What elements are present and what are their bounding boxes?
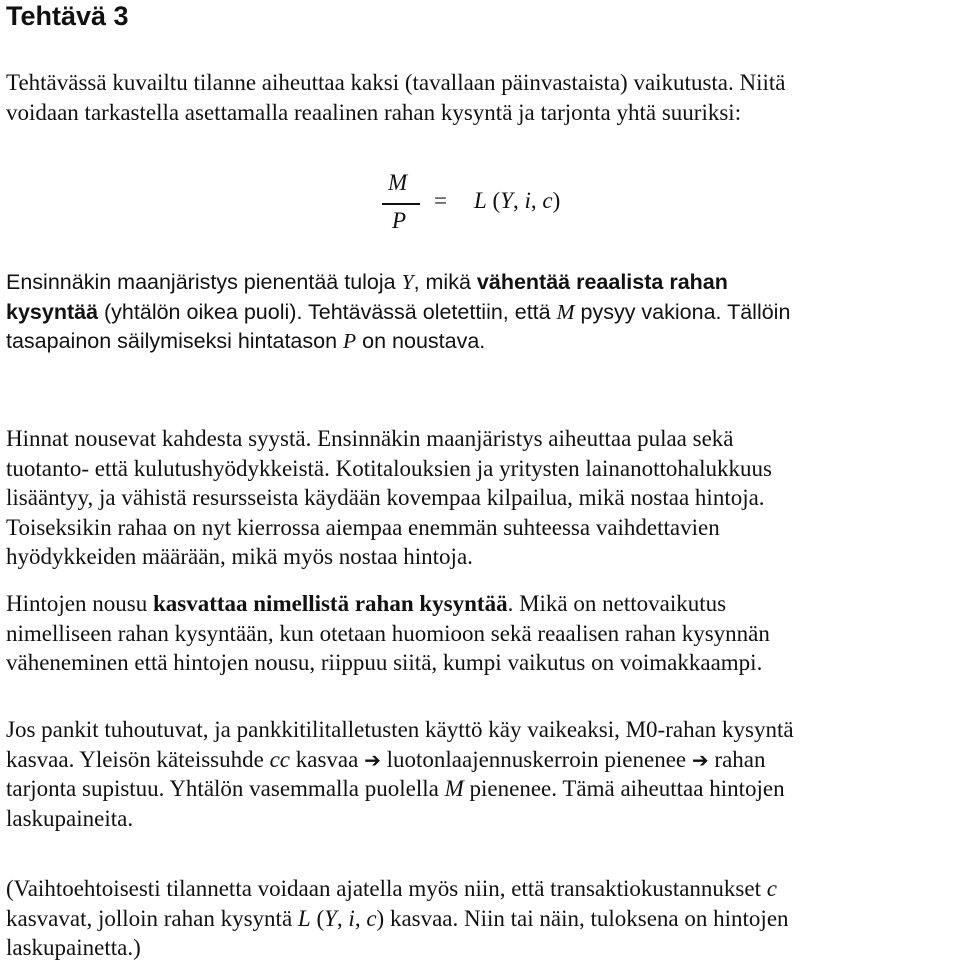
symbol-Y: Y xyxy=(324,905,337,931)
symbol-Y: Y xyxy=(401,270,414,294)
text: (Vaihtoehtoisesti tilannetta voidaan ajatella myös niin, että transaktiokustannukset xyxy=(6,876,767,901)
text-line: tuotanto- että kulutushyödykkeistä. Kotitalouksien ja yritysten lainanottohalukkuus xyxy=(6,455,772,481)
text-line: lisääntyy, ja vähistä resursseista käydään kovempaa kilpailua, mikä nostaa hintoja. xyxy=(6,485,765,510)
page-title: Tehtävä 3 xyxy=(6,1,129,31)
text-line xyxy=(6,745,958,775)
comma: , xyxy=(354,905,367,931)
symbol-cc: cc xyxy=(269,746,291,772)
symbol-Y: Y xyxy=(500,188,514,213)
text-line: väheneminen että hintojen nousu, riippuu siitä, kumpi vaikutus on voimakkaampi. xyxy=(6,650,763,675)
text: Ensinnäkin maanjäristys pienentää tuloja xyxy=(6,270,402,294)
text-line: voidaan tarkastella asettamalla reaalinen rahan kysyntä ja tarjonta yhtä suuriksi: xyxy=(6,99,742,125)
equation xyxy=(380,170,640,240)
arrow-right-icon: ➔ xyxy=(364,747,381,772)
bold-text: kasvattaa nimellistä rahan kysyntää xyxy=(152,591,508,616)
text: (yhtälön oikea puoli). Tehtävässä oletettiin, että xyxy=(98,299,557,324)
equation-rhs xyxy=(474,188,560,214)
bold-text: vähentää reaalista rahan xyxy=(476,270,728,294)
text: . Mikä on nettovaikutus xyxy=(507,591,727,616)
equation-numerator: M xyxy=(388,170,408,195)
paragraph-alternative xyxy=(6,874,958,963)
symbol-c: c xyxy=(542,188,553,213)
paragraph-banks xyxy=(6,715,958,833)
text: luotonlaajennuskerroin pienenee xyxy=(380,746,692,772)
text-line xyxy=(6,298,958,328)
text: Hintojen nousu xyxy=(6,591,153,616)
symbol-c: c xyxy=(366,905,377,931)
symbol-L: L xyxy=(297,905,311,931)
text-line: hyödykkeiden määrään, mikä myös nostaa hintoja. xyxy=(6,544,473,569)
text-line: Hinnat nousevat kahdesta syystä. Ensinnäkin maanjäristys aiheuttaa pulaa sekä xyxy=(6,426,734,451)
symbol-P: P xyxy=(343,329,357,353)
equals-sign: = xyxy=(434,188,447,213)
paragraph-prices xyxy=(6,424,958,572)
bold-text: kysyntää xyxy=(6,299,99,324)
symbol-c: c xyxy=(766,876,777,901)
text: kasvavat, jolloin rahan kysyntä xyxy=(6,905,298,931)
text: kasvaa. Yleisön käteissuhde xyxy=(6,746,270,772)
comma: , xyxy=(336,905,349,931)
arrow-right-icon: ➔ xyxy=(691,747,709,772)
text: on noustava. xyxy=(356,329,486,353)
text-line: nimelliseen rahan kysyntään, kun otetaan huomioon sekä reaalisen rahan kysynnän xyxy=(6,620,770,646)
text: tasapainon säilymiseksi hintatason xyxy=(6,329,344,353)
symbol-i: i xyxy=(524,188,531,213)
comma: , xyxy=(530,188,543,213)
text-line: Tehtävässä kuvailtu tilanne aiheuttaa kaksi (tavallaan päinvastaista) vaikutusta. Niitä xyxy=(6,70,786,95)
text-line xyxy=(6,874,958,904)
text-line xyxy=(6,268,958,298)
intro-paragraph xyxy=(6,68,958,127)
text: ( xyxy=(310,905,325,931)
fraction-bar xyxy=(382,203,420,205)
text: rahan xyxy=(708,746,766,772)
symbol-M: M xyxy=(444,776,464,801)
text: , mikä xyxy=(413,270,477,294)
symbol-i: i xyxy=(348,905,355,931)
text-line: laskupaineita. xyxy=(6,805,134,831)
symbol-L: L xyxy=(474,188,487,213)
text-line xyxy=(6,774,958,804)
paragraph-earthquake xyxy=(6,268,958,357)
text-line xyxy=(6,904,958,934)
text: tarjonta supistuu. Yhtälön vasemmalla puolella xyxy=(6,776,445,801)
text-line xyxy=(6,327,958,357)
symbol-M: M xyxy=(556,299,575,324)
text-line xyxy=(6,589,958,619)
text: ) kasvaa. Niin tai näin, tuloksena on hintojen xyxy=(376,905,789,931)
text-line: Jos pankit tuhoutuvat, ja pankkitilitalletusten käyttö käy vaikeaksi, M0-rahan kysyntä xyxy=(6,717,794,742)
paren: ) xyxy=(552,188,561,213)
comma: , xyxy=(513,188,525,213)
equation-denominator: P xyxy=(392,208,407,233)
paragraph-nominal-demand xyxy=(6,589,958,678)
paren: ( xyxy=(486,188,501,213)
text-line: laskupainetta.) xyxy=(6,935,141,960)
text: pienenee. Tämä aiheuttaa hintojen xyxy=(463,776,785,801)
text: pysyy vakiona. Tällöin xyxy=(574,299,791,324)
text-line: Toiseksikin rahaa on nyt kierrossa aiempaa enemmän suhteessa vaihdettavien xyxy=(6,514,720,540)
text: kasvaa xyxy=(290,746,365,772)
